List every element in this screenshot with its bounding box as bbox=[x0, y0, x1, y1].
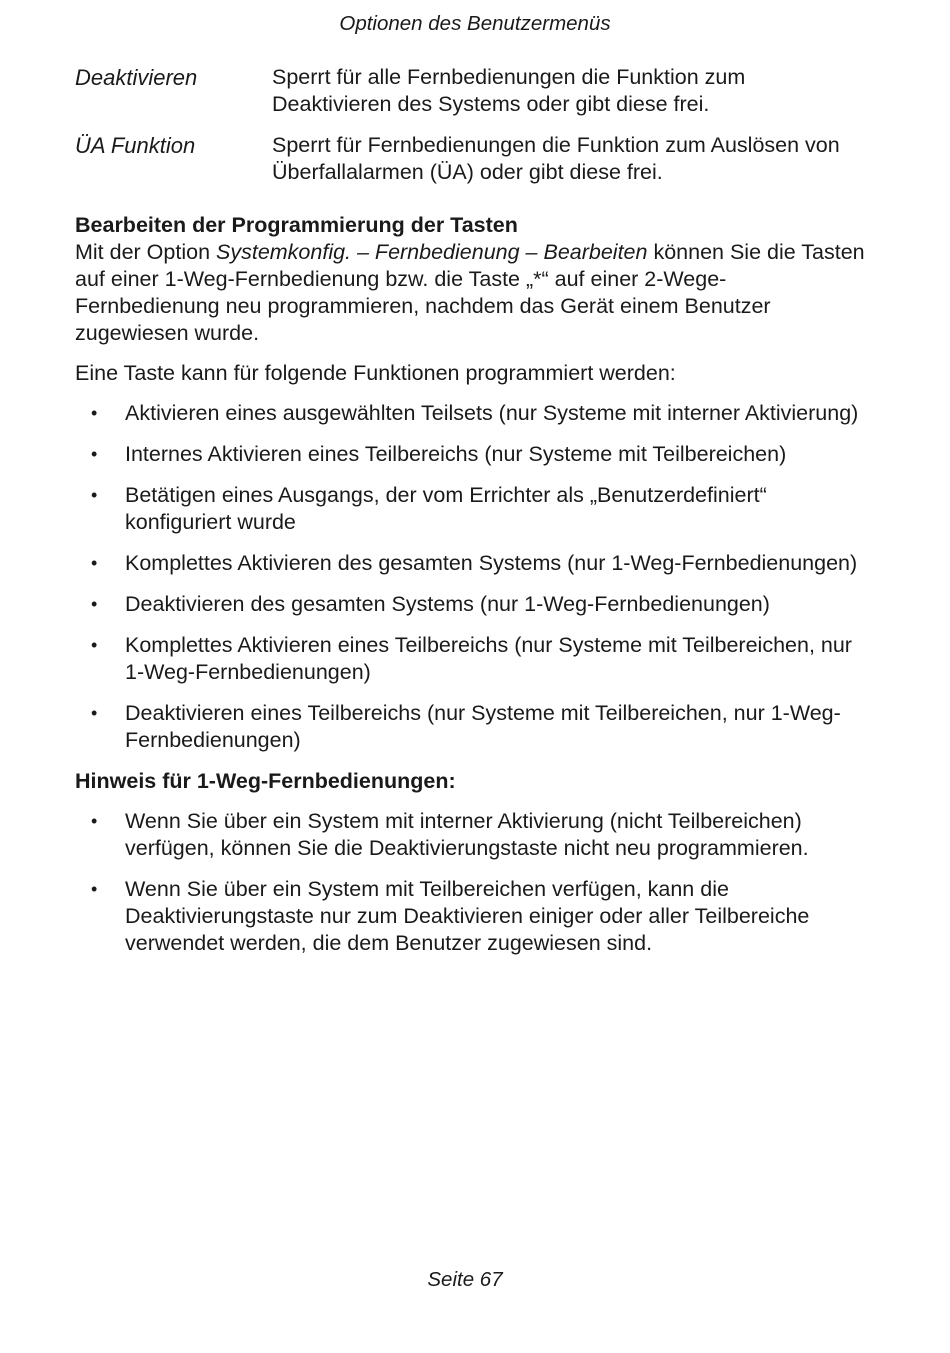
bullet-icon: • bbox=[91, 403, 98, 423]
list-item bbox=[75, 700, 865, 754]
definition-row-deaktivieren bbox=[75, 64, 865, 118]
bullet-icon: • bbox=[91, 703, 98, 723]
menu-path: Systemkonfig. – Fernbedienung – Bearbeiten bbox=[216, 240, 648, 264]
bullet-icon: • bbox=[91, 635, 98, 655]
list-item-text: Deaktivieren des gesamten Systems (nur 1-Weg-Fernbedienungen) bbox=[125, 592, 770, 616]
list-intro: Eine Taste kann für folgende Funktionen programmiert werden: bbox=[75, 361, 676, 385]
intro-text: können Sie die Tasten auf einer 1-Weg-Fernbedienung bzw. die Taste „*“ auf einer 2-Wege-Fernbedienung neu programmieren, nachdem das Gerät einem Benutzer zugewiesen wurde. bbox=[75, 240, 865, 345]
list-item bbox=[75, 482, 865, 536]
bullet-icon: • bbox=[91, 811, 98, 831]
list-item bbox=[75, 550, 865, 577]
section-intro bbox=[75, 239, 865, 347]
list-item bbox=[75, 441, 865, 468]
list-item bbox=[75, 808, 865, 862]
list-item-text: Aktivieren eines ausgewählten Teilsets (nur Systeme mit interner Aktivierung) bbox=[125, 401, 859, 425]
page-number: Seite 67 bbox=[427, 1268, 503, 1291]
bullet-icon: • bbox=[91, 553, 98, 573]
definition-row-ua-funktion bbox=[75, 132, 865, 186]
section-title: Bearbeiten der Programmierung der Tasten bbox=[75, 213, 518, 237]
bullet-icon: • bbox=[91, 879, 98, 899]
note-title: Hinweis für 1-Weg-Fernbedienungen: bbox=[75, 769, 456, 793]
list-item-text: Wenn Sie über ein System mit Teilbereichen verfügen, kann die Deaktivierungstaste nur zum Deaktivieren einiger oder aller Teilbereiche verwendet werden, die dem Benutzer zugewiesen sind. bbox=[125, 877, 810, 955]
intro-text: Mit der Option bbox=[75, 240, 216, 264]
list-item-text: Komplettes Aktivieren eines Teilbereichs (nur Systeme mit Teilbereichen, nur 1-Weg-Fernbedienungen) bbox=[125, 633, 852, 684]
list-item bbox=[75, 400, 865, 427]
list-item bbox=[75, 876, 865, 957]
bullet-icon: • bbox=[91, 594, 98, 614]
list-item bbox=[75, 632, 865, 686]
function-list bbox=[75, 400, 865, 754]
list-item-text: Internes Aktivieren eines Teilbereichs (nur Systeme mit Teilbereichen) bbox=[125, 442, 787, 466]
list-item-text: Komplettes Aktivieren des gesamten Systems (nur 1-Weg-Fernbedienungen) bbox=[125, 551, 858, 575]
bullet-icon: • bbox=[91, 485, 98, 505]
definition-description: Sperrt für Fernbedienungen die Funktion zum Auslösen von Überfallalarmen (ÜA) oder gibt diese frei. bbox=[272, 133, 840, 184]
note-list bbox=[75, 808, 865, 957]
list-item-text: Wenn Sie über ein System mit interner Aktivierung (nicht Teilbereichen) verfügen, können Sie die Deaktivierungstaste nicht neu programmieren. bbox=[125, 809, 809, 860]
definition-term: Deaktivieren bbox=[75, 65, 198, 90]
list-item-text: Betätigen eines Ausgangs, der vom Errichter als „Benutzerdefiniert“ konfiguriert wurde bbox=[125, 483, 767, 534]
page-header: Optionen des Benutzermenüs bbox=[339, 12, 611, 35]
list-item bbox=[75, 591, 865, 618]
list-item-text: Deaktivieren eines Teilbereichs (nur Systeme mit Teilbereichen, nur 1-Weg-Fernbedienungen) bbox=[125, 701, 841, 752]
definition-description: Sperrt für alle Fernbedienungen die Funktion zum Deaktivieren des Systems oder gibt diese frei. bbox=[272, 65, 746, 116]
definition-term: ÜA Funktion bbox=[75, 133, 196, 158]
bullet-icon: • bbox=[91, 444, 98, 464]
page-content bbox=[75, 64, 865, 971]
